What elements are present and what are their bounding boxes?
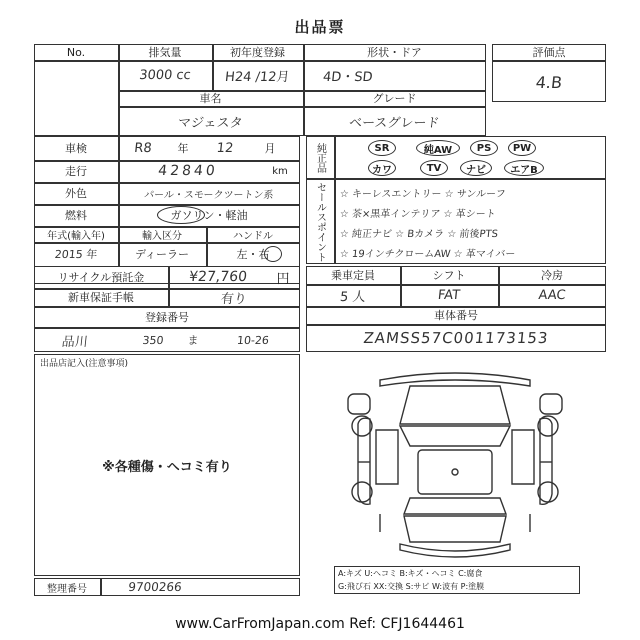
- registration-area: 品川: [60, 334, 89, 350]
- capacity-value: 5 人: [339, 289, 367, 305]
- legend-line-2: G:飛び石 XX:交換 S:サビ W:波有 P:塗膜: [338, 582, 485, 591]
- watermark-text: www.CarFromJapan.com Ref: CFJ1644461: [175, 616, 465, 632]
- shift-value: FAT: [437, 287, 461, 303]
- registration-kana: ま: [186, 334, 200, 347]
- chassis-value: ZAMSS57C001173153: [362, 329, 550, 347]
- recycle-value: ¥27,760: [188, 269, 248, 285]
- equipment-airbag: エアB: [504, 160, 544, 176]
- displacement-value: 3000 cc: [138, 67, 192, 83]
- first-registration-label: 初年度登録: [230, 46, 285, 59]
- rating-label: 評価点: [532, 46, 566, 59]
- footer-value: 9700266: [127, 580, 183, 594]
- registration-label: 登録番号: [145, 311, 189, 324]
- ac-label: 冷房: [541, 269, 563, 282]
- footer-label: 整理番号: [47, 583, 87, 595]
- no-label: No.: [66, 45, 86, 59]
- new-car-label: 新車保証手帳: [68, 291, 134, 304]
- import-value: ディーラー: [134, 248, 190, 261]
- equipment-leather: カワ: [368, 160, 396, 176]
- sales-point-line-3: ☆ 純正ナビ ☆ Bカメラ ☆ 前後PTS: [339, 228, 499, 240]
- sales-point-line-2: ☆ 茶×黒革インテリア ☆ 革シート: [339, 208, 497, 220]
- sales-points-label: セールスポイント: [314, 182, 326, 262]
- sheet-title: 出品票: [294, 17, 346, 36]
- registration-number: 10-26: [236, 333, 270, 347]
- equipment-label: 純正品: [314, 143, 326, 173]
- rating-value: 4.B: [534, 72, 564, 92]
- model-year-label: 年式(輸入年): [47, 230, 105, 242]
- mileage-label: 走行: [65, 165, 87, 178]
- first-registration-value: H24 /12月: [224, 69, 291, 85]
- new-car-value: 有り: [219, 291, 248, 307]
- shift-label: シフト: [432, 269, 466, 282]
- inspection-era: R8: [133, 140, 153, 156]
- inspection-month: 12: [215, 140, 235, 156]
- ac-value: AAC: [537, 287, 567, 303]
- handle-label: ハンドル: [233, 230, 273, 242]
- fuel-value: ガソリン・軽油: [170, 209, 248, 222]
- shape-label: 形状・ドア: [367, 46, 422, 59]
- grade-value: ベースグレード: [348, 115, 441, 131]
- equipment-alloy-wheels: 純AW: [416, 140, 460, 156]
- color-label: 外色: [65, 187, 87, 200]
- sales-point-line-4: ☆ 19インチクロームAW ☆ 革マイバー: [339, 248, 516, 260]
- model-name-value: マジェスタ: [177, 115, 244, 131]
- color-value: パール・スモークツートン系: [143, 189, 275, 201]
- equipment-sr: SR: [368, 140, 396, 156]
- equipment-navi: ナビ: [460, 160, 492, 176]
- model-year-value: 2015 年: [54, 248, 98, 261]
- handle-value: 左・右: [236, 248, 270, 261]
- recycle-label: リサイクル預託金: [57, 271, 145, 284]
- import-label: 輸入区分: [142, 230, 182, 242]
- notes-label: 出品店記入(注意事項): [40, 359, 129, 369]
- chassis-label: 車体番号: [434, 309, 478, 322]
- recycle-unit: 円: [276, 271, 290, 287]
- sales-point-line-1: ☆ キーレスエントリー ☆ サンルーフ: [339, 188, 507, 200]
- model-name-label: 車名: [199, 92, 222, 105]
- capacity-label: 乗車定員: [331, 269, 375, 282]
- equipment-tv: TV: [420, 160, 448, 176]
- equipment-ps: PS: [470, 140, 498, 156]
- legend-line-1: A:キズ U:ヘコミ B:キズ・ヘコミ C:腐食: [338, 569, 483, 578]
- shape-value: 4D・SD: [322, 69, 374, 85]
- inspection-label: 車検: [65, 142, 87, 155]
- mileage-unit: km: [272, 165, 288, 177]
- notes-text: ※各種傷・ヘコミ有り: [102, 459, 232, 475]
- displacement-label: 排気量: [148, 46, 182, 59]
- mileage-value: 42840: [157, 163, 219, 179]
- inspection-year-unit: 年: [177, 142, 189, 155]
- equipment-pw: PW: [508, 140, 536, 156]
- fuel-label: 燃料: [65, 209, 87, 222]
- registration-class: 350: [141, 333, 165, 347]
- grade-label: グレード: [372, 92, 417, 105]
- inspection-month-unit: 月: [264, 142, 276, 155]
- car-damage-diagram: [340, 364, 570, 564]
